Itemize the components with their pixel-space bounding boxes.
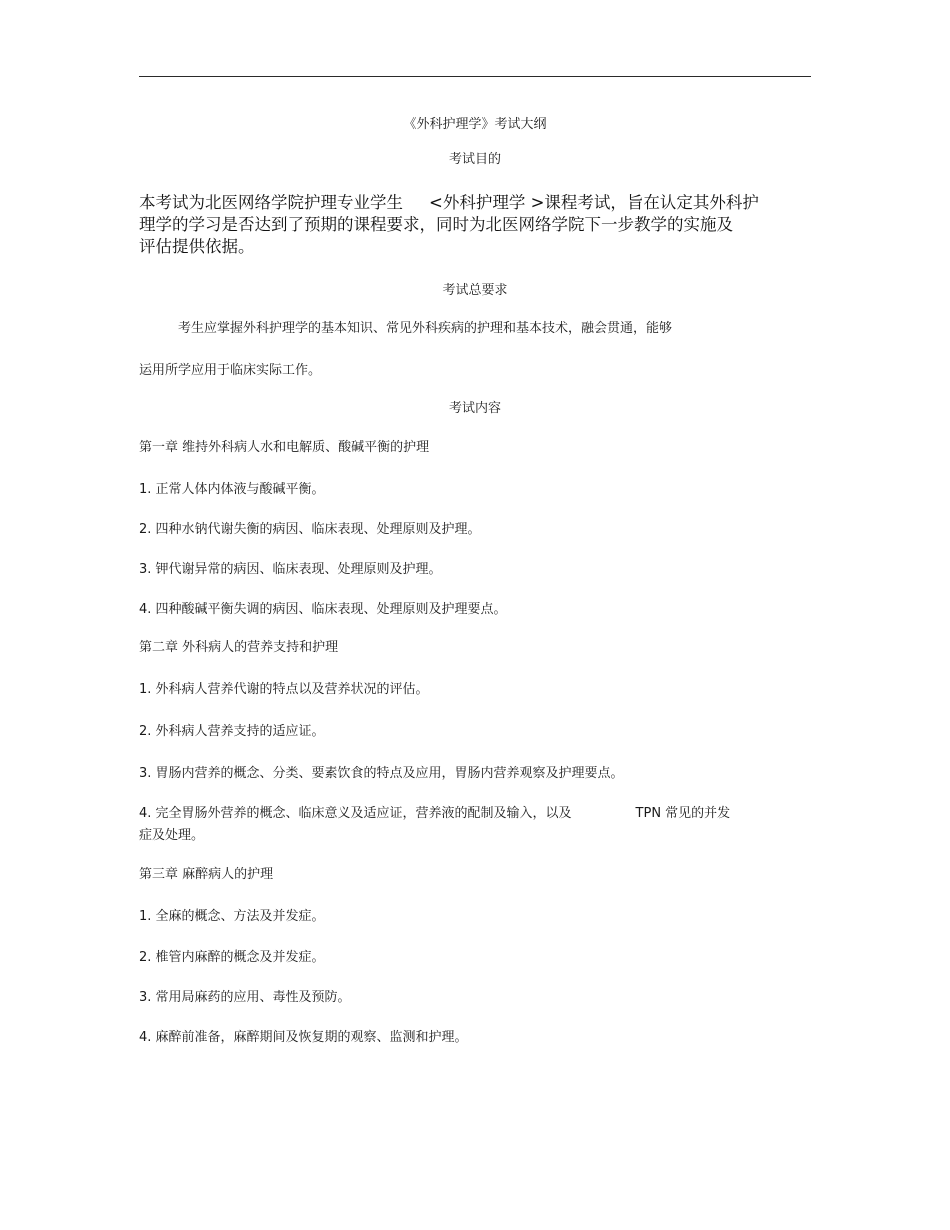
requirements-line-2: 运用所学应用于临床实际工作。 (139, 363, 322, 378)
chapter-3-item-3: 3. 常用局麻药的应用、毒性及预防。 (139, 990, 351, 1005)
chapter-3-item-1: 1. 全麻的概念、方法及并发症。 (139, 909, 325, 924)
chapter-1-item-2: 2. 四种水钠代谢失衡的病因、临床表现、处理原则及护理。 (139, 522, 481, 537)
purpose-line-3: 评估提供依据。 (139, 237, 255, 256)
chapter-2-item-4-cont: 症及处理。 (139, 828, 205, 843)
chapter-3-title: 第三章 麻醉病人的护理 (139, 867, 274, 882)
purpose-line-1: 本考试为北医网络学院护理专业学生 <外科护理学 >课程考试，旨在认定其外科护 (139, 193, 759, 212)
chapter-1-item-1: 1. 正常人体内体液与酸碱平衡。 (139, 482, 325, 497)
content-heading: 考试内容 (448, 401, 501, 416)
chapter-2-item-4: 4. 完全胃肠外营养的概念、临床意义及适应证，营养液的配制及输入，以及 TPN 常见的并发 (139, 806, 731, 821)
requirements-heading: 考试总要求 (442, 283, 508, 298)
chapter-2-item-3: 3. 胃肠内营养的概念、分类、要素饮食的特点及应用，胃肠内营养观察及护理要点。 (139, 766, 624, 781)
chapter-3-item-2: 2. 椎管内麻醉的概念及并发症。 (139, 950, 325, 965)
purpose-paragraph (139, 192, 799, 258)
purpose-heading: 考试目的 (448, 152, 501, 167)
chapter-1-title: 第一章 维持外科病人水和电解质、酸碱平衡的护理 (139, 440, 430, 455)
document-title: 《外科护理学》考试大纲 (403, 117, 547, 132)
chapter-1-item-4: 4. 四种酸碱平衡失调的病因、临床表现、处理原则及护理要点。 (139, 602, 507, 617)
chapter-2-item-1: 1. 外科病人营养代谢的特点以及营养状况的评估。 (139, 682, 429, 697)
chapter-1-item-3: 3. 钾代谢异常的病因、临床表现、处理原则及护理。 (139, 562, 442, 577)
header-rule (139, 76, 811, 77)
chapter-2-item-2: 2. 外科病人营养支持的适应证。 (139, 724, 325, 739)
requirements-line-1: 考生应掌握外科护理学的基本知识、常见外科疾病的护理和基本技术，融会贯通，能够 (178, 321, 673, 336)
chapter-3-item-4: 4. 麻醉前准备，麻醉期间及恢复期的观察、监测和护理。 (139, 1030, 468, 1045)
chapter-2-title: 第二章 外科病人的营养支持和护理 (139, 640, 339, 655)
purpose-line-2: 理学的学习是否达到了预期的课程要求，同时为北医网络学院下一步教学的实施及 (139, 215, 733, 234)
